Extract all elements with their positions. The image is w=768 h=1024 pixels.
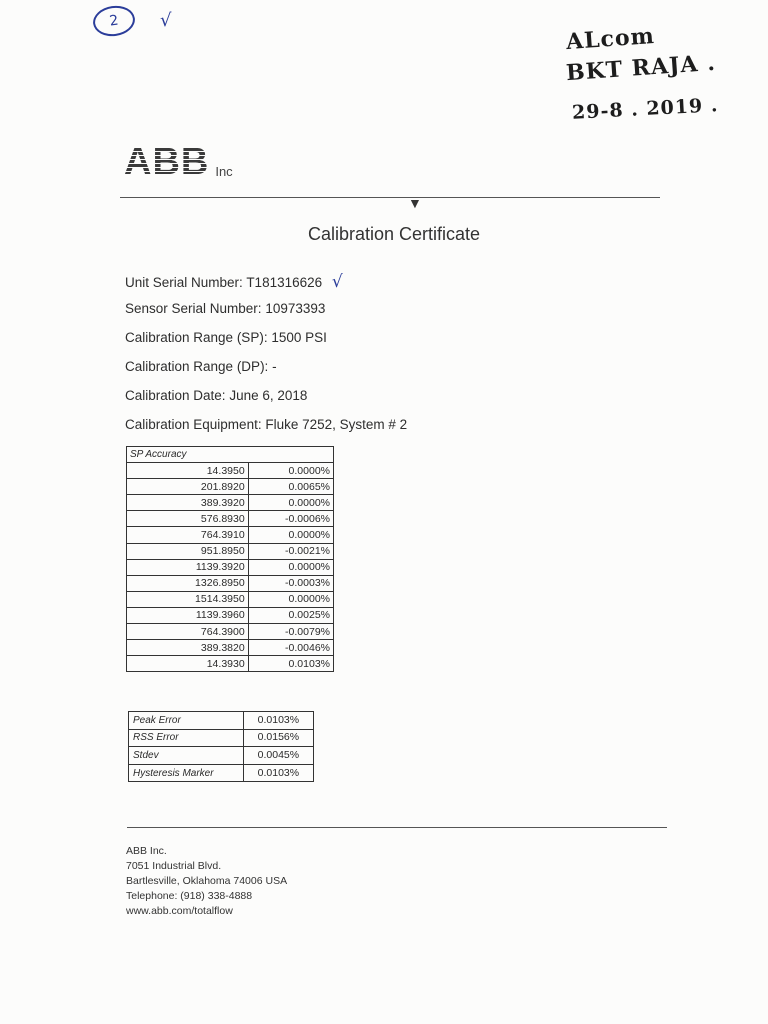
metric-label: RSS Error [129, 729, 244, 747]
pressure-value: 14.3930 [127, 656, 249, 672]
pressure-value: 576.8930 [127, 511, 249, 527]
logo-suffix: Inc [215, 164, 233, 179]
table-row [127, 495, 334, 511]
pressure-value: 1514.3950 [127, 591, 249, 607]
address-line: Bartlesville, Oklahoma 74006 USA [126, 875, 288, 887]
address-line: 7051 Industrial Blvd. [126, 860, 222, 872]
website-link: www.abb.com/totalflow [126, 905, 233, 917]
metric-value: 0.0103% [243, 712, 313, 730]
table-header: SP Accuracy [127, 447, 334, 463]
field-sensor-serial [125, 301, 325, 316]
field-label: Sensor Serial Number: [125, 301, 262, 316]
field-range-sp [125, 330, 327, 345]
metric-label: Hysteresis Marker [129, 764, 244, 782]
field-range-dp [125, 359, 277, 374]
field-label: Calibration Equipment: [125, 417, 262, 432]
address-line: ABB Inc. [126, 845, 167, 857]
table-row [129, 747, 314, 765]
check-mark-icon: √ [160, 10, 172, 31]
pressure-value: 14.3950 [127, 463, 249, 479]
accuracy-value: 0.0000% [248, 591, 333, 607]
accuracy-value: 0.0000% [248, 527, 333, 543]
table-row [127, 624, 334, 640]
logo-wordmark: ABB [124, 141, 210, 183]
field-unit-serial [125, 272, 343, 292]
table-row [127, 511, 334, 527]
metric-value: 0.0045% [243, 747, 313, 765]
table-row [127, 559, 334, 575]
field-label: Calibration Date: [125, 388, 226, 403]
error-summary-table [128, 711, 314, 782]
table-row [127, 656, 334, 672]
table-row [127, 463, 334, 479]
pressure-value: 951.8950 [127, 543, 249, 559]
field-label: Calibration Range (SP): [125, 330, 268, 345]
table-row [127, 591, 334, 607]
field-calibration-date [125, 388, 307, 403]
accuracy-value: 0.0025% [248, 607, 333, 623]
table-header-row [127, 447, 334, 463]
handwritten-note-line-3: 29-8 . 2019 . [571, 94, 719, 124]
accuracy-value: -0.0046% [248, 640, 333, 656]
table-row [129, 729, 314, 747]
accuracy-value: 0.0000% [248, 559, 333, 575]
circled-page-number [91, 3, 137, 39]
divider-mark-icon: ▼ [408, 195, 422, 211]
pressure-value: 1139.3960 [127, 607, 249, 623]
table-row [127, 543, 334, 559]
document-title: Calibration Certificate [307, 224, 481, 244]
accuracy-value: -0.0021% [248, 543, 333, 559]
table-row [127, 479, 334, 495]
abb-logo [124, 141, 233, 183]
accuracy-value: -0.0006% [248, 511, 333, 527]
field-value: 1500 PSI [271, 330, 327, 345]
field-calibration-equipment [125, 417, 407, 432]
pressure-value: 201.8920 [127, 479, 249, 495]
handwritten-note-line-2: BKT RAJA . [565, 49, 717, 87]
field-label: Unit Serial Number: [125, 275, 243, 290]
table-row [129, 712, 314, 730]
address-line: Telephone: (918) 338-4888 [126, 890, 253, 902]
table-row [127, 640, 334, 656]
table-row [127, 527, 334, 543]
check-mark-icon: √ [331, 272, 343, 292]
pressure-value: 764.3900 [127, 624, 249, 640]
metric-value: 0.0103% [243, 764, 313, 782]
field-value: T181316626 [246, 275, 323, 290]
accuracy-value: -0.0003% [248, 575, 333, 591]
circled-number-text: 2 [108, 12, 120, 30]
field-value: June 6, 2018 [229, 388, 308, 403]
pressure-value: 389.3920 [127, 495, 249, 511]
field-value: 10973393 [265, 301, 326, 316]
metric-value: 0.0156% [243, 729, 313, 747]
handwritten-note-line-1: ALcom [565, 22, 656, 56]
table-row [127, 575, 334, 591]
field-value: - [272, 359, 277, 374]
footer-divider [127, 827, 667, 828]
field-label: Calibration Range (DP): [125, 359, 269, 374]
accuracy-value: -0.0079% [248, 624, 333, 640]
sp-accuracy-table [126, 446, 334, 672]
accuracy-value: 0.0103% [248, 656, 333, 672]
pressure-value: 1139.3920 [127, 559, 249, 575]
pressure-value: 1326.8950 [127, 575, 249, 591]
company-address [126, 844, 287, 919]
metric-label: Stdev [129, 747, 244, 765]
accuracy-value: 0.0000% [248, 463, 333, 479]
field-value: Fluke 7252, System # 2 [265, 417, 408, 432]
accuracy-value: 0.0065% [248, 479, 333, 495]
header-divider [120, 197, 660, 198]
accuracy-value: 0.0000% [248, 495, 333, 511]
table-row [129, 764, 314, 782]
table-row [127, 607, 334, 623]
metric-label: Peak Error [129, 712, 244, 730]
pressure-value: 764.3910 [127, 527, 249, 543]
pressure-value: 389.3820 [127, 640, 249, 656]
